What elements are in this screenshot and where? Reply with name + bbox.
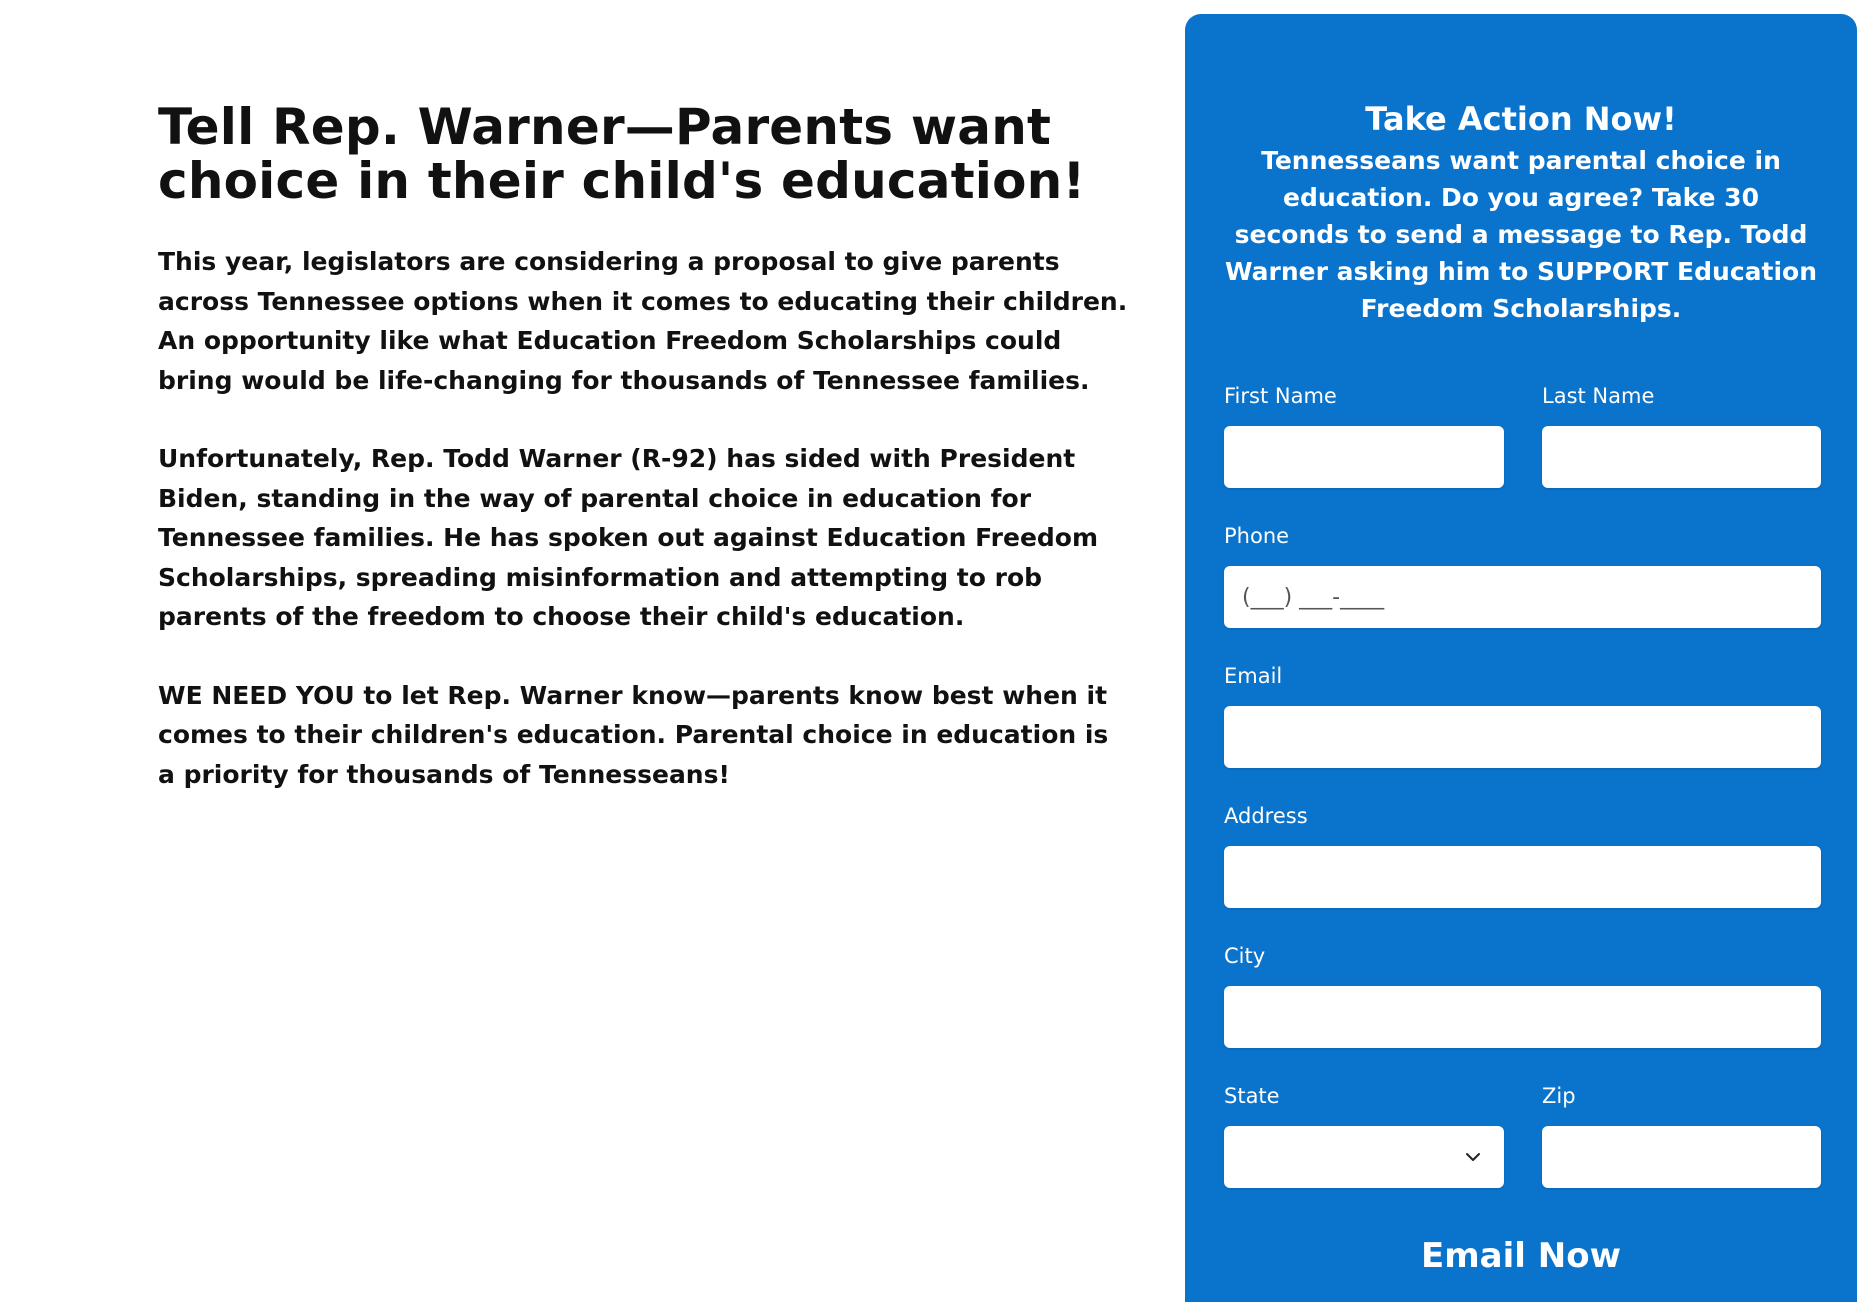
email-input[interactable] — [1224, 706, 1821, 768]
first-name-input[interactable] — [1224, 426, 1504, 488]
address-input[interactable] — [1224, 846, 1821, 908]
city-input[interactable] — [1224, 986, 1821, 1048]
email-now-button[interactable]: Email Now — [1185, 1236, 1857, 1276]
article-paragraph-1: This year, legislators are considering a proposal to give parents across Tennessee options when it comes to educating their children. An opportunity like what Education Freedom Scholarships could bring would be life-changing for thousands of Tennessee families. — [158, 247, 1128, 395]
zip-input[interactable] — [1542, 1126, 1821, 1188]
city-label: City — [1224, 944, 1266, 968]
address-label: Address — [1224, 804, 1308, 828]
email-label: Email — [1224, 664, 1283, 688]
first-name-label: First Name — [1224, 384, 1337, 408]
article — [158, 100, 1128, 833]
last-name-label: Last Name — [1542, 384, 1655, 408]
state-label: State — [1224, 1084, 1280, 1108]
last-name-input[interactable] — [1542, 426, 1821, 488]
zip-label: Zip — [1542, 1084, 1576, 1108]
phone-input[interactable] — [1224, 566, 1821, 628]
article-paragraph-2: Unfortunately, Rep. Todd Warner (R-92) has sided with President Biden, standing in the way of parental choice in education for Tennessee families. He has spoken out against Education Freedom Scholarships, spreading misinformation and attempting to rob parents of the freedom to choose their child's education. — [158, 444, 1099, 631]
form-title: Take Action Now! — [1365, 100, 1677, 138]
page-title: Tell Rep. Warner—Parents want choice in their child's education! — [158, 98, 1086, 210]
form-subtitle: Tennesseans want parental choice in education. Do you agree? Take 30 seconds to send a message to Rep. Todd Warner asking him to SUPPORT Education Freedom Scholarships. — [1225, 146, 1818, 323]
phone-label: Phone — [1224, 524, 1290, 548]
action-form — [1185, 14, 1857, 1302]
chevron-down-icon — [1464, 1148, 1482, 1166]
article-paragraph-3: WE NEED YOU to let Rep. Warner know—parents know best when it comes to their children's education. Parental choice in education is a priority for thousands of Tennesseans! — [158, 680, 1109, 789]
state-select[interactable] — [1224, 1126, 1504, 1188]
